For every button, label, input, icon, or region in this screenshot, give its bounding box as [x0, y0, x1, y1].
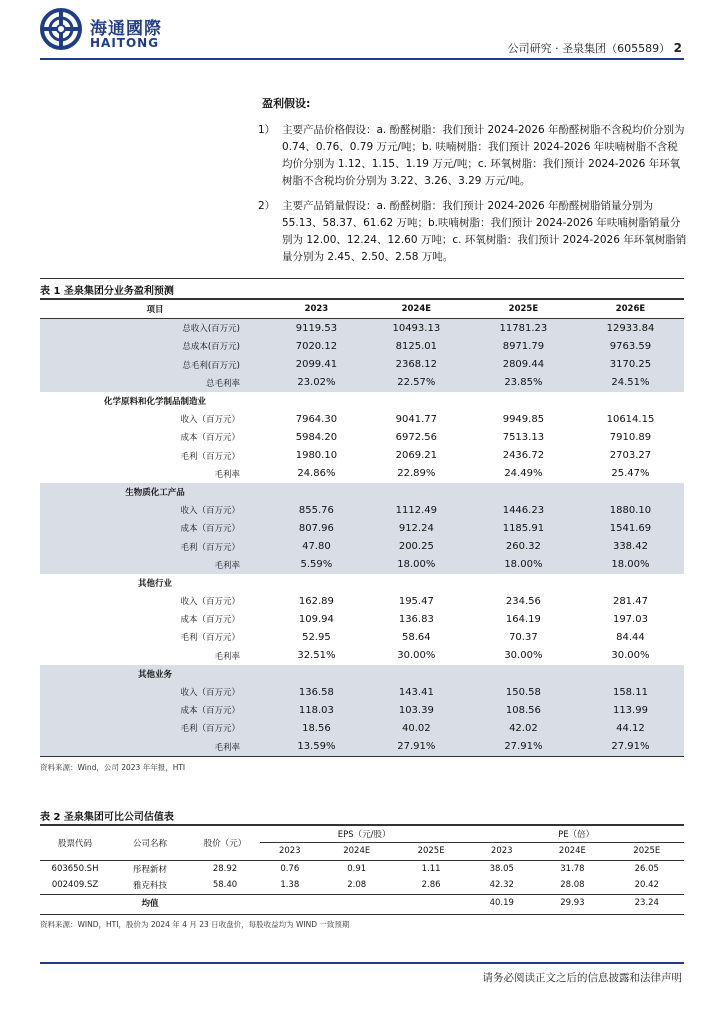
cell-value: 42.02 [470, 719, 577, 737]
cell-value: 197.03 [612, 613, 648, 625]
cell-value: 1446.23 [470, 501, 577, 519]
pe-value: 38.05 [489, 863, 514, 874]
table2-source: 资料来源：WIND，HTI，股价为 2024 年 4 月 23 日收盘价，每股收益均为 WIND 一致预期 [40, 920, 350, 929]
company-name: 彤程新材 [132, 864, 167, 875]
cell-value: 136.83 [398, 613, 434, 625]
assumption-text: 主要产品价格假设：a. 酚醛树脂：我们预计 2024-2026 年酚醛树脂不含税均价分别为 0.74、0.76、0.79 万元/吨；b. 呋喃树脂：我们预计 2024-2026 年呋喃树脂不含税均价分别为 1.12、1.15、1.19 万元/吨；c. 环氧树脂：我们预计 2024-2026 年环氧树脂不含税均价分别为 3.22、3.26、3.29 万元/吨。 [282, 124, 685, 187]
cell-value [363, 392, 470, 410]
cell-value: 11781.23 [470, 319, 577, 338]
report-ref: 公司研究 · 圣泉集团（605589） [507, 42, 671, 55]
cell-value: 164.19 [505, 613, 541, 625]
cell-value: 109.94 [298, 613, 334, 625]
footer-disclaimer: 请务必阅读正文之后的信息披露和法律声明 [482, 972, 682, 984]
cell-value: 44.12 [577, 719, 684, 737]
cell-value [470, 392, 577, 410]
avg-pe: 40.19 [489, 897, 514, 908]
eps-value: 0.91 [347, 863, 367, 874]
haitong-logo [40, 8, 170, 50]
cell-value: 70.37 [509, 631, 538, 643]
table2-col-code: 股票代码 [57, 838, 92, 849]
cell-value: 27.91% [577, 738, 684, 756]
cell-value: 108.56 [470, 701, 577, 719]
row-label: 总毛利率 [40, 374, 270, 392]
table1-section-row [40, 574, 684, 592]
table-row [40, 738, 684, 756]
table-row [40, 374, 684, 392]
table-row [40, 610, 684, 628]
cell-value: 136.58 [270, 683, 363, 701]
cell-value [577, 574, 684, 592]
table2-year: 2024E [343, 846, 371, 856]
table1-section-row [40, 483, 684, 501]
row-label: 成本（百万元） [180, 433, 240, 444]
cell-value: 5984.20 [295, 431, 338, 443]
table1-top-rule [40, 278, 684, 279]
table1-section-row [40, 665, 684, 683]
cell-value: 234.56 [505, 595, 541, 607]
row-label: 毛利（百万元） [180, 633, 240, 644]
cell-value: 22.57% [363, 374, 470, 392]
cell-value: 1880.10 [577, 501, 684, 519]
table1-col-header: 2025E [508, 304, 539, 315]
table-row [40, 319, 684, 338]
table-row [40, 683, 684, 701]
cell-value: 32.51% [297, 650, 336, 662]
table2-year: 2023 [278, 846, 301, 856]
row-label: 收入（百万元） [180, 415, 240, 426]
cell-value: 8125.01 [363, 337, 470, 355]
row-label: 毛利率 [40, 738, 270, 756]
cell-value: 150.58 [470, 683, 577, 701]
cell-value: 47.80 [270, 537, 363, 555]
table-row [40, 428, 684, 446]
cell-value: 2703.27 [609, 450, 652, 462]
table2-group-pe: PE（倍） [468, 826, 684, 842]
cell-value: 10493.13 [363, 319, 470, 338]
cell-value: 2099.41 [270, 356, 363, 374]
cell-value: 7910.89 [609, 431, 652, 443]
cell-value: 2436.72 [502, 450, 545, 462]
row-label: 毛利（百万元） [180, 451, 240, 462]
cell-value [577, 392, 684, 410]
row-label: 总收入(百万元) [40, 319, 270, 338]
cell-value: 8971.79 [470, 337, 577, 355]
pe-value: 42.32 [489, 880, 514, 891]
table1-body [40, 319, 684, 756]
cell-value: 9041.77 [395, 413, 437, 425]
cell-value: 1112.49 [363, 501, 470, 519]
logo-text-cn: 海通國際 [90, 19, 162, 39]
table2-col-price: 股价（元） [203, 838, 247, 849]
cell-value: 18.56 [270, 719, 363, 737]
cell-value: 2368.12 [363, 356, 470, 374]
cell-value: 22.89% [397, 468, 436, 480]
table2-year: 2025E [417, 846, 445, 856]
cell-value [363, 574, 470, 592]
pe-value: 26.05 [634, 863, 659, 874]
cell-value [470, 574, 577, 592]
cell-value [270, 392, 363, 410]
segment-title: 生物质化工产品 [40, 483, 270, 501]
cell-value: 162.89 [298, 595, 334, 607]
cell-value: 10614.15 [606, 413, 655, 425]
cell-value: 281.47 [612, 595, 648, 607]
table1-title: 表 1 圣泉集团分业务盈利预测 [40, 286, 174, 297]
cell-value [470, 483, 577, 501]
table2-group-eps: EPS（元/股） [260, 826, 468, 842]
cell-value: 9949.85 [502, 413, 545, 425]
row-label: 收入（百万元） [180, 597, 240, 608]
cell-value: 24.51% [577, 374, 684, 392]
cell-value: 103.39 [363, 701, 470, 719]
table1-source: 资料来源：Wind，公司 2023 年年报，HTI [40, 763, 186, 772]
cell-value: 7020.12 [270, 337, 363, 355]
eps-value: 2.86 [421, 880, 441, 891]
table1 [40, 300, 684, 756]
cell-value: 1541.69 [577, 519, 684, 537]
table1-col-header: 2026E [615, 304, 646, 315]
row-label: 总毛利(百万元) [40, 356, 270, 374]
table-row [40, 701, 684, 719]
cell-value: 143.41 [363, 683, 470, 701]
cell-value [270, 665, 363, 683]
segment-title: 化学原料和化学制品制造业 [103, 397, 206, 408]
cell-value: 30.00% [611, 650, 650, 662]
pe-value: 20.42 [634, 880, 659, 891]
cell-value: 24.49% [504, 468, 543, 480]
stock-price: 58.40 [212, 880, 238, 891]
cell-value [577, 483, 684, 501]
header-rule [40, 58, 684, 60]
table1-col-header: 项目 [146, 305, 164, 316]
segment-title: 其他业务 [40, 665, 270, 683]
cell-value [270, 574, 363, 592]
table2-bottom-rule [40, 914, 684, 915]
logo-text-en: HAITONG [90, 36, 160, 50]
row-label: 毛利率 [214, 651, 240, 662]
table-row [40, 647, 684, 665]
cell-value: 855.76 [270, 501, 363, 519]
cell-value: 84.44 [616, 631, 645, 643]
cell-value: 52.95 [302, 631, 331, 643]
table-row [40, 877, 684, 894]
cell-value: 24.86% [297, 468, 336, 480]
row-label: 成本（百万元） [40, 701, 270, 719]
cell-value: 260.32 [470, 537, 577, 555]
cell-value: 807.96 [270, 519, 363, 537]
cell-value: 58.64 [402, 631, 431, 643]
avg-pe: 23.24 [634, 897, 659, 908]
row-label: 总成本(百万元) [40, 337, 270, 355]
assumption-number: 2） [258, 200, 276, 212]
cell-value: 9763.59 [577, 337, 684, 355]
table2-title: 表 2 圣泉集团可比公司估值表 [40, 812, 174, 823]
assumption-text: 主要产品销量假设：a. 酚醛树脂：我们预计 2024-2026 年酚醛树脂销量分别为 55.13、58.37、61.62 万吨；b.呋喃树脂：我们预计 2024-2026 年呋喃树脂销量分别为 12.00、12.24、12.60 万吨；c. 环氧树脂：我们预计 2024-2026 年环氧树脂销量分别为 2.45、2.50、2.58 万吨。 [282, 200, 687, 263]
table1-col-header: 2024E [401, 304, 432, 315]
table-row [40, 447, 684, 465]
cell-value: 158.11 [577, 683, 684, 701]
eps-value: 1.11 [421, 863, 441, 874]
row-label: 毛利率 [214, 469, 240, 480]
avg-label: 均值 [141, 898, 159, 909]
cell-value: 18.00% [577, 556, 684, 574]
cell-value: 118.03 [270, 701, 363, 719]
cell-value: 1185.91 [470, 519, 577, 537]
cell-value: 30.00% [504, 650, 543, 662]
table-row [40, 356, 684, 374]
table-row [40, 628, 684, 646]
assumption-number: 1） [258, 124, 276, 136]
table-row [40, 592, 684, 610]
eps-value: 2.08 [347, 880, 367, 891]
cell-value: 13.59% [270, 738, 363, 756]
eps-value: 1.38 [280, 880, 300, 891]
row-label: 成本（百万元） [40, 519, 270, 537]
pe-value: 28.08 [560, 880, 585, 891]
company-name: 雅克科技 [132, 881, 167, 892]
cell-value: 7513.13 [502, 431, 545, 443]
cell-value: 195.47 [398, 595, 434, 607]
row-label: 收入（百万元） [40, 501, 270, 519]
cell-value: 7964.30 [295, 413, 338, 425]
cell-value: 27.91% [470, 738, 577, 756]
table1-section-row [40, 392, 684, 410]
stock-code: 002409.SZ [51, 880, 99, 891]
table-row [40, 860, 684, 877]
cell-value: 338.42 [577, 537, 684, 555]
table-row [40, 410, 684, 428]
row-label: 成本（百万元） [180, 615, 240, 626]
table2 [40, 826, 684, 911]
table1-col-header: 2023 [304, 304, 329, 315]
table2-year: 2024E [558, 846, 586, 856]
avg-pe: 29.93 [560, 897, 585, 908]
cell-value [363, 665, 470, 683]
table-row [40, 719, 684, 737]
table-row [40, 465, 684, 483]
cell-value: 3170.25 [577, 356, 684, 374]
table1-bottom-rule [40, 756, 684, 757]
table-row [40, 556, 684, 574]
cell-value: 27.91% [363, 738, 470, 756]
cell-value: 25.47% [611, 468, 650, 480]
cell-value: 23.85% [470, 374, 577, 392]
table2-avg-row [40, 894, 684, 911]
cell-value: 12933.84 [577, 319, 684, 338]
stock-price: 28.92 [212, 863, 238, 874]
assumptions-title: 盈利假设: [262, 97, 311, 110]
cell-value: 23.02% [270, 374, 363, 392]
assumption-item-2 [258, 198, 688, 266]
cell-value [363, 483, 470, 501]
cell-value: 200.25 [363, 537, 470, 555]
cell-value: 5.59% [270, 556, 363, 574]
cell-value: 2809.44 [470, 356, 577, 374]
cell-value: 40.02 [363, 719, 470, 737]
table2-header-row-1 [40, 826, 684, 842]
table-row [40, 519, 684, 537]
stock-code: 603650.SH [51, 863, 99, 874]
table-row [40, 501, 684, 519]
table-row [40, 537, 684, 555]
row-label: 毛利率 [40, 556, 270, 574]
cell-value: 113.99 [577, 701, 684, 719]
table-row [40, 337, 684, 355]
row-label: 收入（百万元） [40, 683, 270, 701]
cell-value: 2069.21 [395, 450, 437, 462]
cell-value: 912.24 [363, 519, 470, 537]
segment-title: 其他行业 [137, 578, 172, 589]
table2-year: 2025E [633, 846, 661, 856]
eps-value: 0.76 [280, 863, 300, 874]
cell-value: 18.00% [470, 556, 577, 574]
cell-value: 9119.53 [270, 319, 363, 338]
cell-value [470, 665, 577, 683]
row-label: 毛利（百万元） [40, 537, 270, 555]
cell-value: 1980.10 [295, 450, 338, 462]
table1-header-row [40, 300, 684, 319]
cell-value [577, 665, 684, 683]
pe-value: 31.78 [560, 863, 585, 874]
cell-value: 18.00% [363, 556, 470, 574]
header-report-ref [508, 40, 682, 56]
footer-rule [40, 962, 684, 964]
cell-value: 30.00% [397, 650, 436, 662]
cell-value: 6972.56 [395, 431, 437, 443]
row-label: 毛利（百万元） [40, 719, 270, 737]
cell-value [270, 483, 363, 501]
table2-col-name: 公司名称 [132, 838, 167, 849]
haitong-logo-icon [40, 8, 82, 50]
assumption-item-1 [258, 122, 688, 190]
page-number: 2 [673, 41, 682, 55]
table2-year: 2023 [490, 846, 513, 856]
